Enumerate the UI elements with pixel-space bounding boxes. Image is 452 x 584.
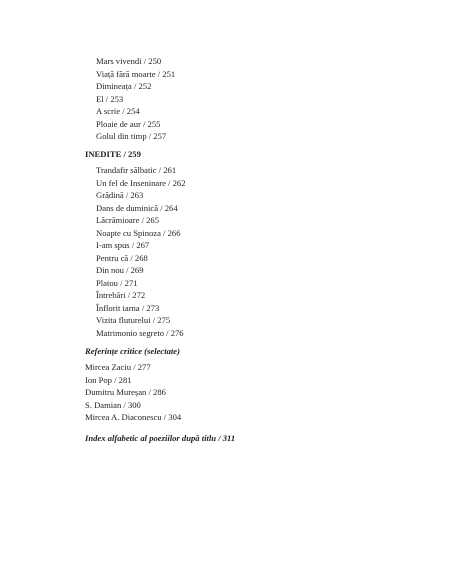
toc-entry-index: Index alfabetic al poeziilor după titlu / 311 bbox=[85, 433, 236, 443]
toc-entry: Ion Pop / 281 bbox=[85, 374, 132, 385]
toc-entry: Mircea A. Diaconescu / 304 bbox=[85, 412, 182, 422]
toc-entry: Din nou / 269 bbox=[96, 265, 144, 275]
toc-entry: Înflorit iarna / 273 bbox=[96, 302, 160, 313]
toc-entry: Pentru că / 268 bbox=[96, 252, 148, 263]
toc-entry: Matrimonio segreto / 276 bbox=[96, 327, 184, 338]
toc-entry: Dimineața / 252 bbox=[96, 81, 152, 91]
toc-entry: Viață fără moarte / 251 bbox=[96, 68, 176, 79]
toc-entry: Grădină / 263 bbox=[96, 190, 144, 200]
section-heading-inedite: INEDITE / 259 bbox=[85, 149, 141, 159]
toc-entry: Mircea Zaciu / 277 bbox=[85, 362, 151, 372]
toc-entry: Vizita fluturelui / 275 bbox=[96, 315, 171, 325]
toc-entry: Trandafir sălbatic / 261 bbox=[96, 165, 177, 175]
section-heading-references: Referințe critice (selectate) bbox=[85, 346, 180, 356]
toc-entry: Un fel de Inseninare / 262 bbox=[96, 177, 186, 188]
toc-entry: I-am spus / 267 bbox=[96, 240, 150, 250]
toc-entry: Golul din timp / 257 bbox=[96, 131, 167, 141]
toc-entry: El / 253 bbox=[96, 93, 124, 104]
toc-entry: Mars vivendi / 250 bbox=[96, 56, 162, 66]
toc-entry: Lăcrămioare / 265 bbox=[96, 215, 159, 225]
toc-entry: Ploaie de aur / 255 bbox=[96, 118, 161, 129]
toc-entry: Noapte cu Spinoza / 266 bbox=[96, 227, 181, 238]
toc-entry: Dans de duminică / 264 bbox=[96, 202, 178, 213]
toc-entry: Dumitru Mureșan / 286 bbox=[85, 387, 166, 397]
toc-entry: Întrebări / 272 bbox=[96, 290, 146, 300]
toc-entry: S. Damian / 300 bbox=[85, 399, 141, 410]
toc-entry: A scrie / 254 bbox=[96, 106, 140, 116]
toc-entry: Platou / 271 bbox=[96, 277, 138, 288]
